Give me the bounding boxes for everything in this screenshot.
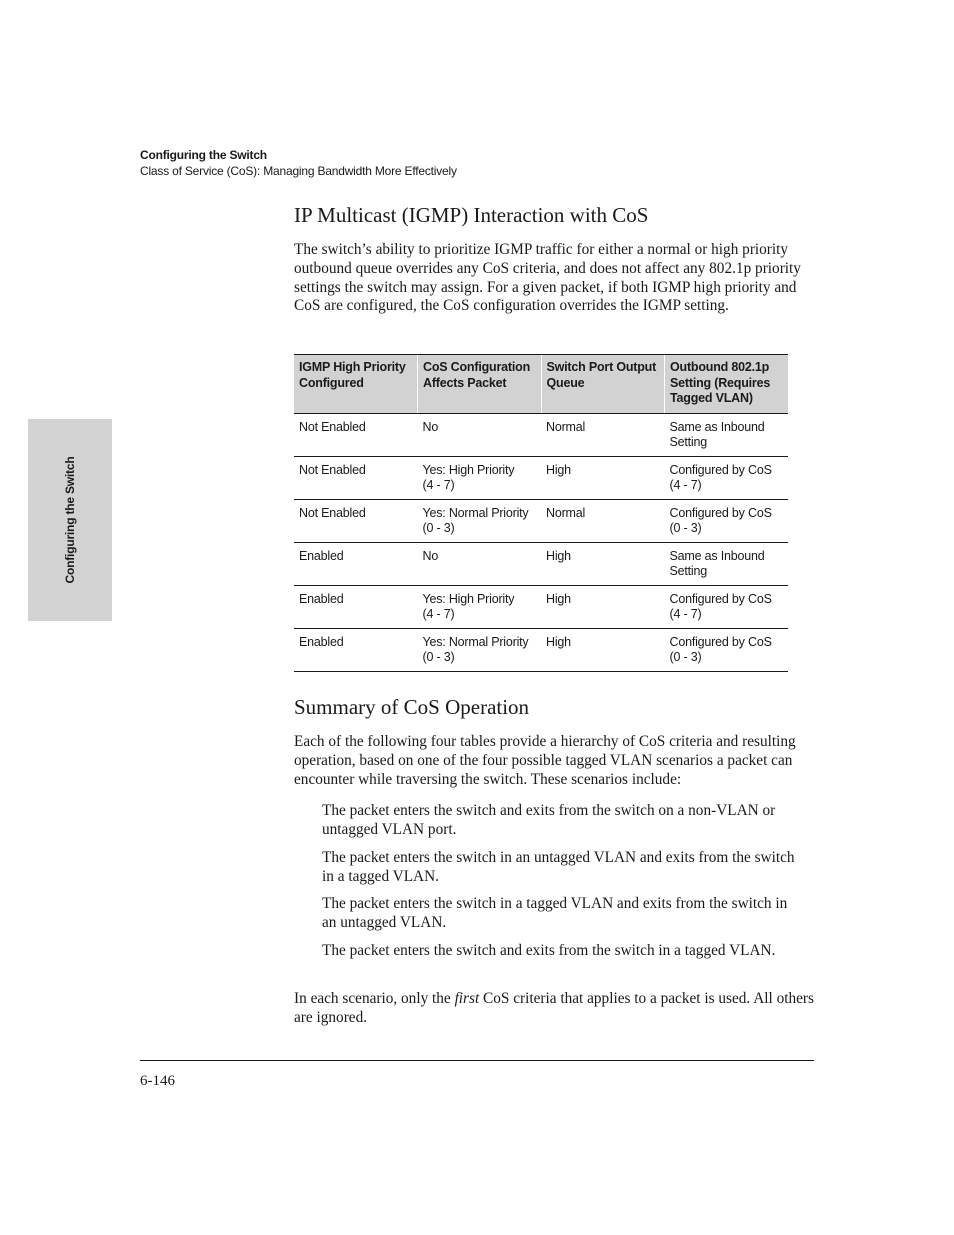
igmp-cos-table xyxy=(294,354,788,672)
table-cell: Not Enabled xyxy=(294,413,418,456)
closing-text-end: CoS criteria that applies to a packet is used. All others are ignored. xyxy=(294,990,814,1026)
table-cell: Normal xyxy=(541,499,665,542)
table-cell: Not Enabled xyxy=(294,499,418,542)
table-cell: High xyxy=(541,456,665,499)
table-cell: High xyxy=(541,542,665,585)
table-row xyxy=(294,499,788,542)
table-row xyxy=(294,628,788,671)
table-cell: Yes: Normal Priority (0 - 3) xyxy=(418,628,542,671)
section-heading-igmp-cos: IP Multicast (IGMP) Interaction with CoS xyxy=(294,203,649,227)
section-heading-cos-summary: Summary of CoS Operation xyxy=(294,695,530,719)
table-header-cell: IGMP High Priority Configured xyxy=(294,355,418,414)
footer-rule xyxy=(140,1060,814,1061)
table-header-row xyxy=(294,355,788,414)
table-cell: Enabled xyxy=(294,542,418,585)
scenario-item: The packet enters the switch in an untagged VLAN and exits from the switch in a tagged VLAN. xyxy=(322,849,795,885)
table-row xyxy=(294,585,788,628)
table-cell: High xyxy=(541,628,665,671)
table-cell: Enabled xyxy=(294,628,418,671)
cos-summary-paragraph: Each of the following four tables provide a hierarchy of CoS criteria and resulting operation, based on one of the four possible tagged VLAN scenarios a packet can encounter while traversing the switch. These scenarios include: xyxy=(294,733,796,788)
table-row xyxy=(294,456,788,499)
table-cell: Yes: High Priority (4 - 7) xyxy=(418,585,542,628)
table-row xyxy=(294,542,788,585)
table-cell: Not Enabled xyxy=(294,456,418,499)
closing-text-start: In each scenario, only the xyxy=(294,990,455,1007)
table-cell: Normal xyxy=(541,413,665,456)
table-cell: Configured by CoS (4 - 7) xyxy=(665,456,789,499)
table-cell: Same as Inbound Setting xyxy=(665,413,789,456)
scenario-item: The packet enters the switch in a tagged VLAN and exits from the switch in an untagged VLAN. xyxy=(322,895,788,931)
table-cell: Configured by CoS (0 - 3) xyxy=(665,499,789,542)
table-cell: Same as Inbound Setting xyxy=(665,542,789,585)
page-number: 6-146 xyxy=(140,1073,175,1089)
scenario-item: The packet enters the switch and exits from the switch in a tagged VLAN. xyxy=(322,942,776,959)
running-header-chapter: Configuring the Switch xyxy=(140,148,267,162)
closing-emphasis: first xyxy=(454,990,480,1007)
closing-paragraph xyxy=(294,990,816,1028)
table-cell: No xyxy=(418,413,542,456)
table-cell: No xyxy=(418,542,542,585)
table-cell: Configured by CoS (4 - 7) xyxy=(665,585,789,628)
table-header-cell: Outbound 802.1p Setting (Requires Tagged VLAN) xyxy=(665,355,789,414)
table-cell: Yes: High Priority (4 - 7) xyxy=(418,456,542,499)
table-cell: Enabled xyxy=(294,585,418,628)
chapter-side-tab-label: Configuring the Switch xyxy=(63,456,77,584)
table-header-cell: Switch Port Output Queue xyxy=(541,355,665,414)
table-cell: Yes: Normal Priority (0 - 3) xyxy=(418,499,542,542)
running-header-section: Class of Service (CoS): Managing Bandwidth More Effectively xyxy=(140,164,457,178)
table-row xyxy=(294,413,788,456)
igmp-cos-paragraph: The switch’s ability to prioritize IGMP traffic for either a normal or high priority outbound queue overrides any CoS criteria, and does not affect any 802.1p priority settings the switch may assign. For a given packet, if both IGMP high priority and CoS are configured, the CoS configuration overrides the IGMP setting. xyxy=(294,241,801,315)
table-cell: Configured by CoS (0 - 3) xyxy=(665,628,789,671)
table-header-cell: CoS Configuration Affects Packet xyxy=(418,355,542,414)
scenario-item: The packet enters the switch and exits from the switch on a non-VLAN or untagged VLAN port. xyxy=(322,802,776,838)
table-cell: High xyxy=(541,585,665,628)
